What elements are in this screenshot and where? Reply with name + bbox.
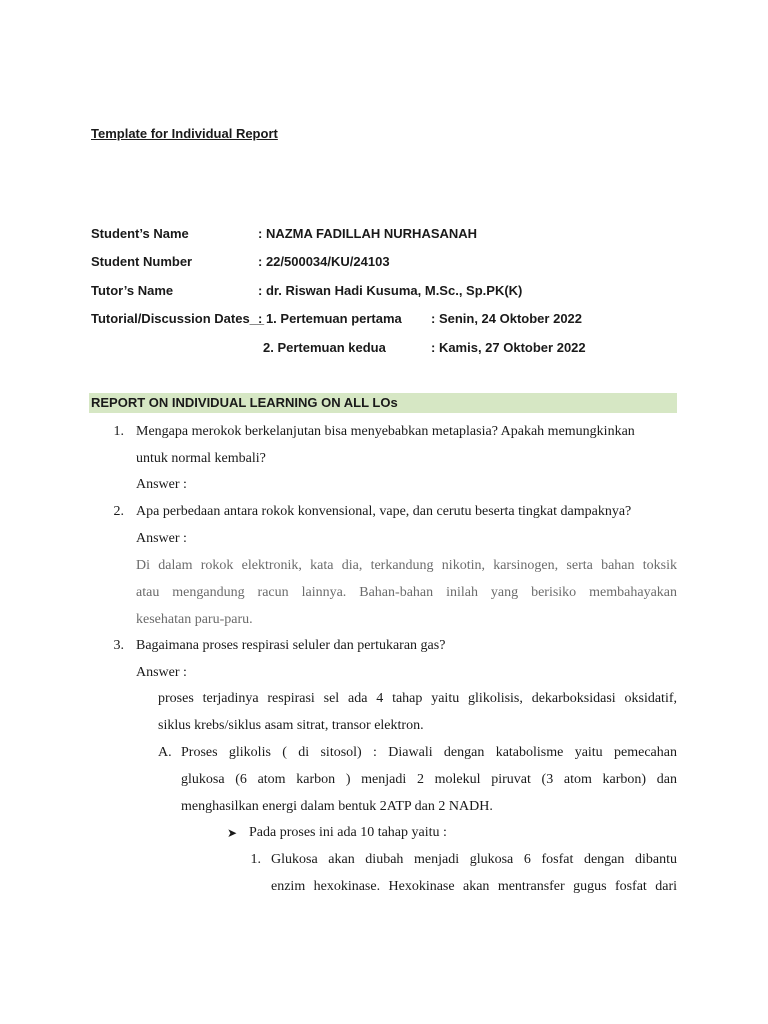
question-2-answer-line3: kesehatan paru-paru. xyxy=(136,612,253,627)
question-2-text: Apa perbedaan antara rokok konvensional, vape, dan cerutu beserta tingkat dampaknya? xyxy=(136,504,632,519)
sub-a-line1: Proses glikolis ( di sitosol) : Diawali dengan katabolisme yaitu pemecahan xyxy=(181,745,677,760)
report-heading xyxy=(89,393,677,413)
question-1-number: 1. xyxy=(113,424,124,439)
bullet-text: Pada proses ini ada 10 tahap yaitu : xyxy=(249,825,447,840)
arrow-bullet-icon: ➤ xyxy=(227,826,238,840)
question-3-text: Bagaimana proses respirasi seluler dan pertukaran gas? xyxy=(136,638,446,653)
student-name-label: Student’s Name xyxy=(91,226,189,241)
date1-value: : Senin, 24 Oktober 2022 xyxy=(431,311,583,326)
step-1-number: 1. xyxy=(250,852,261,867)
step-1-line2: enzim hexokinase. Hexokinase akan mentransfer gugus fosfat dari xyxy=(271,879,677,894)
question-1-answer-label: Answer : xyxy=(136,477,187,492)
question-2-number: 2. xyxy=(113,504,124,519)
dates-label: Tutorial/Discussion Dates__ xyxy=(91,311,265,326)
question-2-answer-line1: Di dalam rokok elektronik, kata dia, terkandung nikotin, karsinogen, serta bahan toksik xyxy=(136,558,677,573)
date2-value: : Kamis, 27 Oktober 2022 xyxy=(431,340,586,355)
question-3-number: 3. xyxy=(113,638,124,653)
question-2-answer-label: Answer : xyxy=(136,531,187,546)
question-3-answer-line1: proses terjadinya respirasi sel ada 4 tahap yaitu glikolisis, dekarboksidasi oksidatif, xyxy=(158,691,677,706)
step-1-line1: Glukosa akan diubah menjadi glukosa 6 fosfat dengan dibantu xyxy=(271,852,677,867)
sub-a-line2: glukosa (6 atom karbon ) menjadi 2 molekul piruvat (3 atom karbon) dan xyxy=(181,772,677,787)
student-number-value: : 22/500034/KU/24103 xyxy=(258,254,390,269)
question-1-text-line2: untuk normal kembali? xyxy=(136,451,266,466)
student-name-value: : NAZMA FADILLAH NURHASANAH xyxy=(258,226,478,241)
report-heading-text: REPORT ON INDIVIDUAL LEARNING ON ALL LOs xyxy=(91,395,398,410)
sub-a-line3: menghasilkan energi dalam bentuk 2ATP dan 2 NADH. xyxy=(181,799,493,814)
question-1-text-line1: Mengapa merokok berkelanjutan bisa menyebabkan metaplasia? Apakah memungkinkan xyxy=(136,424,635,439)
student-number-label: Student Number xyxy=(91,254,193,269)
question-3-answer-label: Answer : xyxy=(136,665,187,680)
sub-a-label: A. xyxy=(158,745,172,760)
tutor-name-label: Tutor’s Name xyxy=(91,283,174,298)
date2-meeting: 2. Pertemuan kedua xyxy=(263,340,386,355)
question-2-answer-line2: atau mengandung racun lainnya. Bahan-bahan inilah yang berisiko membahayakan xyxy=(136,585,677,600)
page-title: Template for Individual Report xyxy=(91,126,278,141)
date1-meeting: : 1. Pertemuan pertama xyxy=(258,311,402,326)
tutor-name-value: : dr. Riswan Hadi Kusuma, M.Sc., Sp.PK(K) xyxy=(258,283,523,298)
question-3-answer-line2: siklus krebs/siklus asam sitrat, transor elektron. xyxy=(158,718,424,733)
